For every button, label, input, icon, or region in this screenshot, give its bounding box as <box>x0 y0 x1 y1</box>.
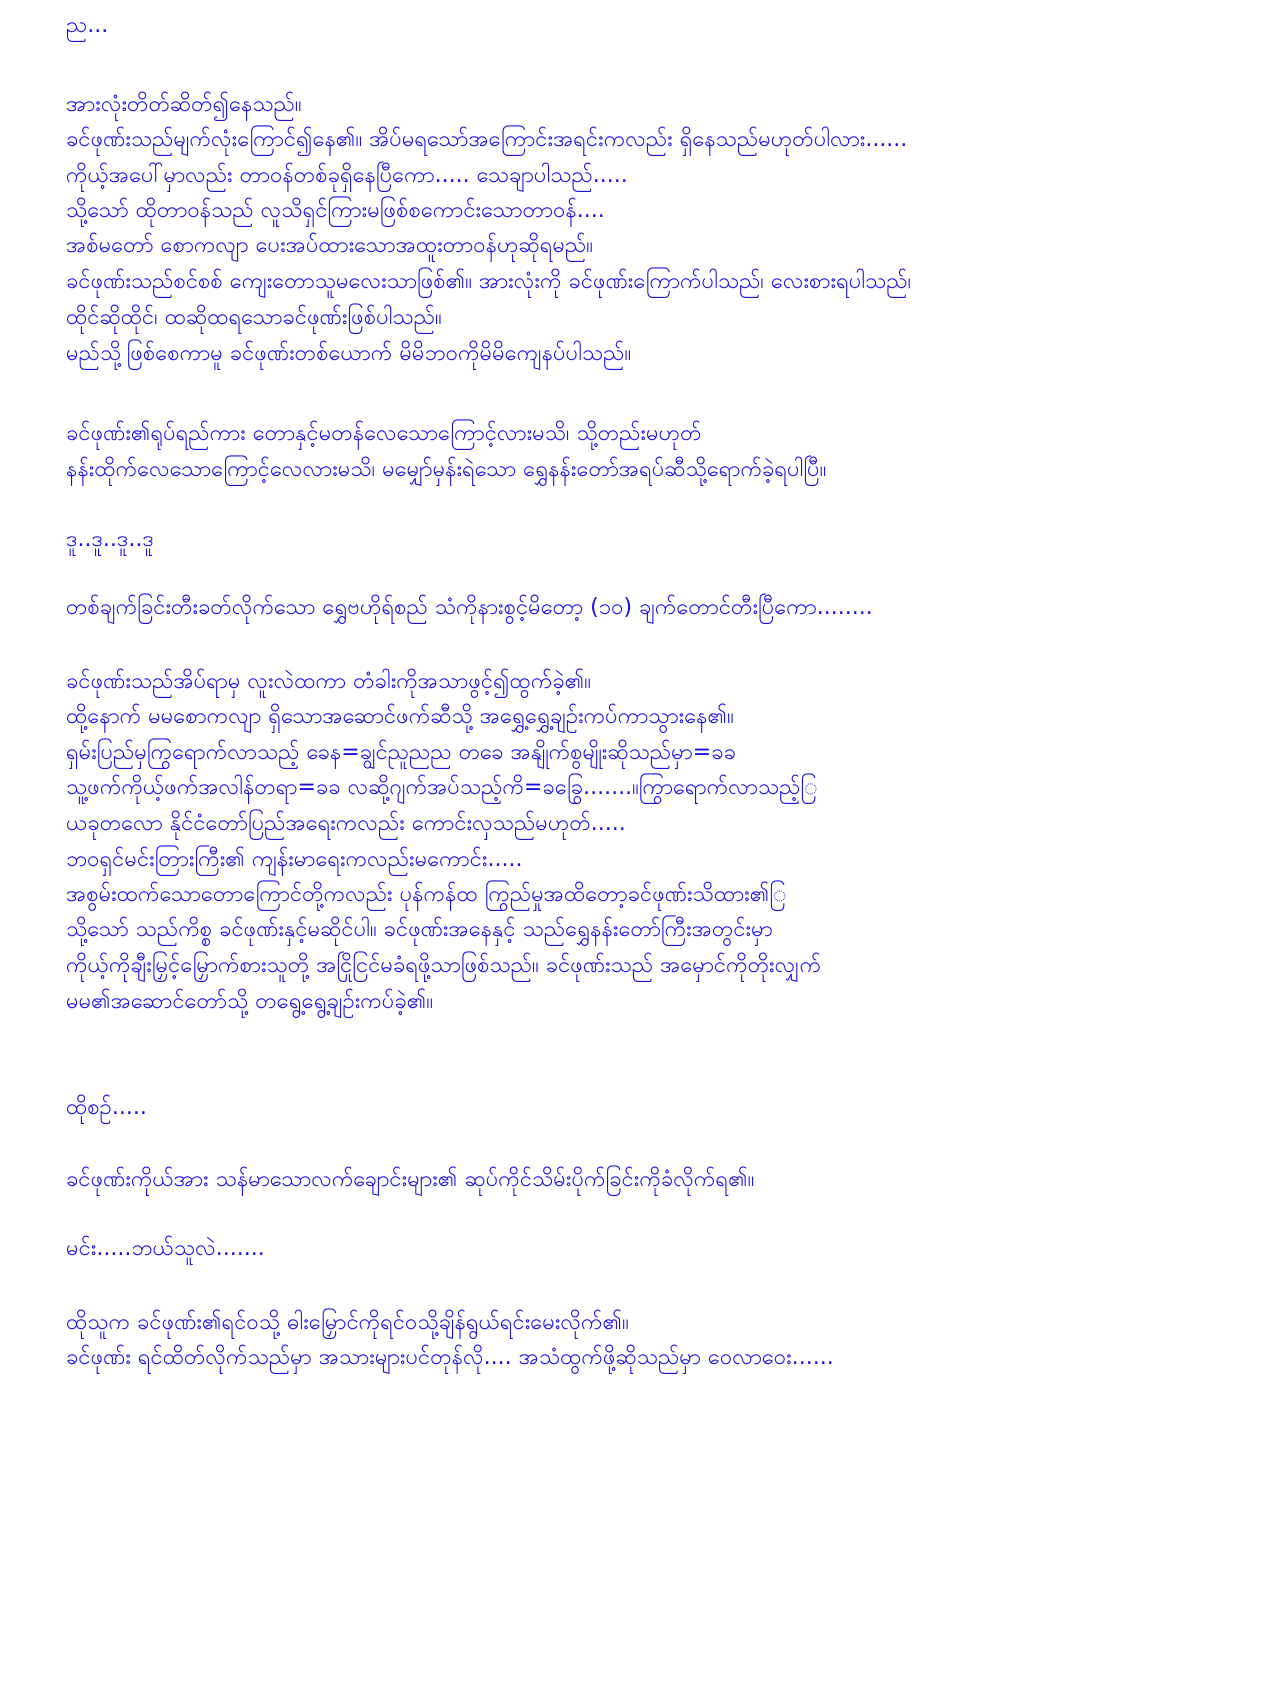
text-line: ခင်ဖုဏ်းသည်မျက်လုံးကြောင်၍နေ၏။ အိပ်မရသော်အကြောင်းအရင်းကလည်း ရှိနေသည်မဟုတ်ပါလား...... <box>66 127 908 152</box>
text-line: ထိုစဉ်..... <box>66 1095 147 1120</box>
text-line: ခင်ဖုဏ်း၏ရုပ်ရည်ကား တောနှင့်မတန်လေသောကြောင့်လားမသိ၊ သို့တည်းမဟုတ် <box>66 421 702 446</box>
text-line: သို့သော် ထိုတာဝန်သည် လူသိရှင်ကြားမဖြစ်စကောင်းသောတာဝန်.... <box>66 198 605 223</box>
text-line: ကိုယ့်အပေါ်မှာလည်း တာဝန်တစ်ခုရှိနေပြီကော..... သေချာပါသည်..... <box>66 163 628 188</box>
text-line: အစ်မတော် စောကလျာ ပေးအပ်ထားသောအထူးတာဝန်ဟုဆိုရမည်။ <box>66 233 593 258</box>
text-line: ခင်ဖုဏ်းသည်အိပ်ရာမှ လူးလဲထကာ တံခါးကိုအသာဖွင့်၍ထွက်ခဲ့၏။ <box>66 669 591 694</box>
text-line: ရှမ်းပြည်မှကြွရောက်လာသည့် ခေန=ချွင်ညူညည တခေ အနျိုက်စွမျိုးဆိုသည်မှာ=ခခ <box>66 740 736 765</box>
text-line: မင်း.....ဘယ်သူလဲ....... <box>66 1236 265 1261</box>
text-line: မမ၏အဆောင်တော်သို့ တရွေ့ရွေ့ချဉ်းကပ်ခဲ့၏။ <box>66 989 433 1014</box>
text-line: ဒူ..ဒူ..ဒူ..ဒူ <box>66 527 154 552</box>
text-line: ယခုတလော နိုင်ငံတော်ပြည်အရေးကလည်း ကောင်းလှသည်မဟုတ်..... <box>66 811 626 836</box>
text-line: ထို့နောက် မမစောကလျာ ရှိသောအဆောင်ဖက်ဆီသို့ အရွှေ့ရွှေ့ချဉ်းကပ်ကာသွားနေ၏။ <box>66 704 734 729</box>
text-line: ကိုယ့်ကိုချီးမြှင့်မြှောက်စားသူတို့ အငြိုငြင်မခံရဖို့သာဖြစ်သည်။ ခင်ဖုဏ်းသည် အမှောင်ကိုတိုးလျှက် <box>66 953 822 978</box>
text-line: ခင်ဖုဏ်း ရင်ထိတ်လိုက်သည်မှာ အသားများပင်တုန်လို.... အသံထွက်ဖို့ဆိုသည်မှာ ဝေလာဝေး...... <box>66 1345 834 1370</box>
text-line: ထိုသူက ခင်ဖုဏ်း၏ရင်ဝသို့ ဓါးမြှောင်ကိုရင်ဝသို့ချိန်ရွယ်ရင်းမေးလိုက်၏။ <box>66 1310 629 1335</box>
text-line: သို့သော် သည်ကိစ္စ ခင်ဖုဏ်းနှင့်မဆိုင်ပါ။ ခင်ဖုဏ်းအနေနှင့် သည်ရွှေနန်းတော်ကြီးအတွင်းမှာ <box>66 917 773 942</box>
text-line: ခင်ဖုဏ်းကိုယ်အား သန်မာသောလက်ချောင်းများ၏ ဆုပ်ကိုင်သိမ်းပိုက်ခြင်းကိုခံလိုက်ရ၏။ <box>66 1167 755 1192</box>
text-line: နန်းထိုက်လေသောကြောင့်လေလားမသိ၊ မမျှော်မှန်းရဲသော ရွှေနန်းတော်အရပ်ဆီသို့ရောက်ခဲ့ရပါပြီ။ <box>66 457 827 482</box>
text-line: အားလုံးတိတ်ဆိတ်၍နေသည်။ <box>66 92 302 117</box>
text-line: ထိုင်ဆိုထိုင်၊ ထဆိုထရသောခင်ဖုဏ်းဖြစ်ပါသည်။ <box>66 305 442 330</box>
text-line: အစွမ်းထက်သောတောကြောင်တို့ကလည်း ပုန်ကန်ထ ကြွည်မှုအထိတော့ခင်ဖုဏ်းသိထား၏ြ <box>66 882 787 907</box>
text-line: ဘဝရှင်မင်းတြားကြီး၏ ကျန်းမာရေးကလည်းမကောင်း..... <box>66 847 523 872</box>
text-line: ည... <box>66 13 109 38</box>
text-line: တစ်ချက်ခြင်းတီးခတ်လိုက်သော ရွှေဗဟိုရ်စည် သံကိုနားစွင့်မိတော့ (၁၀) ချက်တောင်တီးပြီကော........ <box>66 595 873 620</box>
text-line: ခင်ဖုဏ်းသည်စင်စစ် ကျေးတောသူမလေးသာဖြစ်၏။ အားလုံးကို ခင်ဖုဏ်းကြောက်ပါသည်၊ လေးစားရပါသည်၊ <box>66 269 912 294</box>
text-line: မည်သို့ဖြစ်စေကာမူ ခင်ဖုဏ်းတစ်ယောက် မိမိဘဝကိုမိမိကျေနပ်ပါသည်။ <box>66 341 632 366</box>
text-line: သူ့ဖက်ကိုယ့်ဖက်အလါန်တရာ=ခခ လဆို့ဂျက်အပ်သည့်ကိ=ခခြွေ.......။ကြွာရောက်လာသည့်ြ <box>66 775 818 800</box>
